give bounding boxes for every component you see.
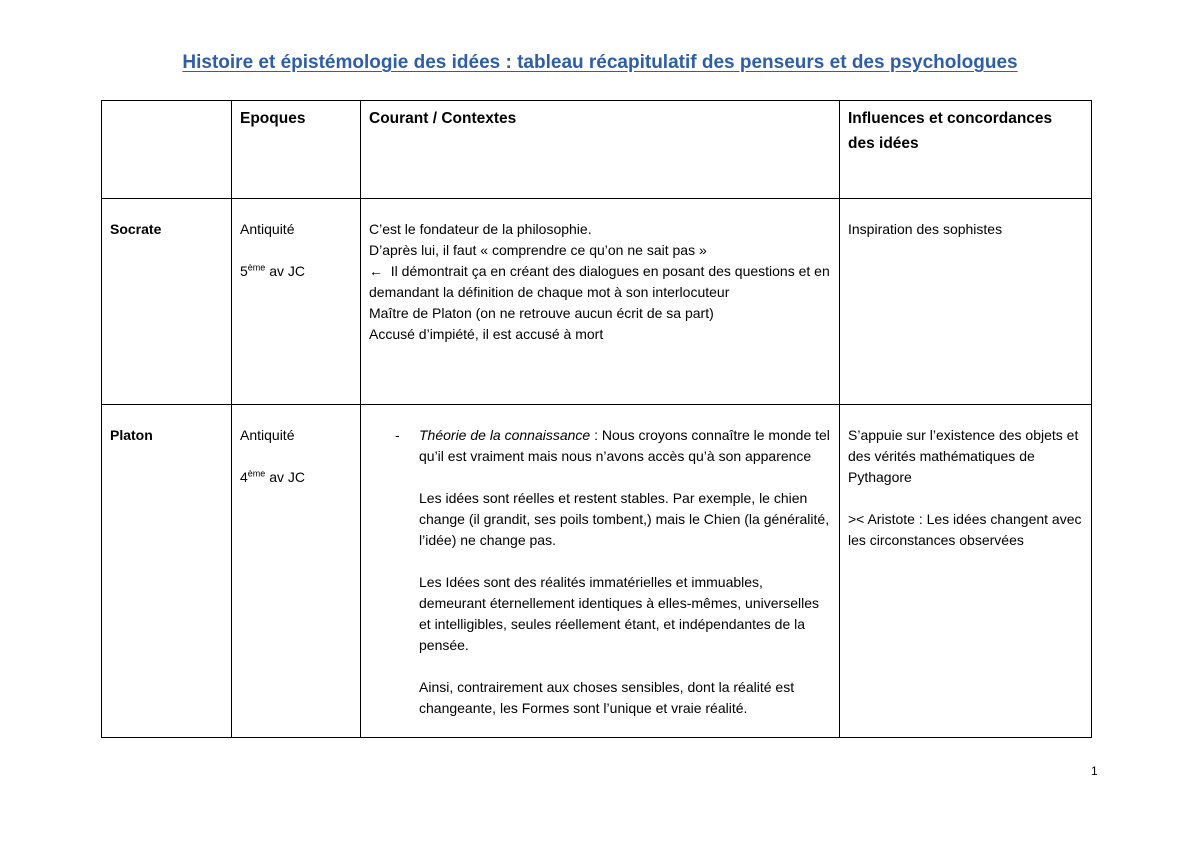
- table-header-row: [102, 101, 1092, 199]
- influence-text: >< Aristote : Les idées changent avec les circonstances observées: [848, 511, 1082, 548]
- epoch-label: Antiquité: [240, 221, 295, 237]
- name-cell: [102, 199, 232, 405]
- influences-cell: [840, 405, 1092, 738]
- thinker-name: Platon: [110, 427, 153, 443]
- theory-title: Théorie de la connaissance: [419, 427, 591, 443]
- header-cell-courant: [361, 101, 840, 199]
- context-line: Accusé d’impiété, il est accusé à mort: [369, 326, 604, 342]
- context-cell: [361, 405, 840, 738]
- influence-text: S’appuie sur l’existence des objets et des vérités mathématiques de Pythagore: [848, 427, 1079, 485]
- century-label: 4ème av JC: [240, 468, 305, 485]
- table-row: [102, 199, 1092, 405]
- list-item: Ainsi, contrairement aux choses sensibles, dont la réalité est changeante, les Formes sont l’unique et vraie réalité.: [419, 679, 795, 716]
- list-dash: -: [395, 427, 400, 443]
- epoch-cell: [232, 199, 361, 405]
- page-number: 1: [1091, 764, 1098, 778]
- influence-text: Inspiration des sophistes: [848, 221, 1003, 237]
- name-cell: [102, 405, 232, 738]
- list-item: Les Idées sont des réalités immatérielles et immuables, demeurant éternellement identiques à elles-mêmes, universelles et intelligibles, seules réellement étant, et indépendantes de la pensée.: [419, 574, 819, 653]
- context-list: [361, 405, 839, 719]
- context-line: Maître de Platon (on ne retrouve aucun écrit de sa part): [369, 305, 714, 321]
- page-title: Histoire et épistémologie des idées : tableau récapitulatif des penseurs et des psychologues: [182, 52, 1018, 73]
- header-epoques: Epoques: [240, 110, 306, 127]
- thinker-name: Socrate: [110, 221, 162, 237]
- influences-cell: [840, 199, 1092, 405]
- century-label: 5ème av JC: [240, 262, 305, 279]
- header-cell-epoques: [232, 101, 361, 199]
- thinkers-table: [101, 100, 1092, 738]
- arrow-left-icon: ←: [369, 263, 383, 279]
- header-cell-influences: [840, 101, 1092, 199]
- header-cell-empty: [102, 101, 232, 199]
- epoch-cell: [232, 405, 361, 738]
- header-courant: Courant / Contextes: [369, 110, 517, 127]
- table-row: [102, 405, 1092, 738]
- context-line: D’après lui, il faut « comprendre ce qu’on ne sait pas »: [369, 242, 707, 258]
- list-item: Les idées sont réelles et restent stables. Par exemple, le chien change (il grandit, ses poils tombent,) mais le Chien (la généralité, l’idée) ne change pas.: [419, 490, 830, 548]
- list-item: Théorie de la connaissance : Nous croyons connaître le monde tel qu’il est vraiment mais nous n’avons accès qu’à son apparence: [419, 427, 830, 464]
- header-influences: Influences et concordances des idées: [848, 110, 1053, 152]
- epoch-label: Antiquité: [240, 427, 295, 443]
- context-cell: [361, 199, 840, 405]
- context-line: C’est le fondateur de la philosophie.: [369, 221, 592, 237]
- context-line: ← Il démontrait ça en créant des dialogues en posant des questions et en demandant la définition de chaque mot à son interlocuteur: [369, 263, 830, 300]
